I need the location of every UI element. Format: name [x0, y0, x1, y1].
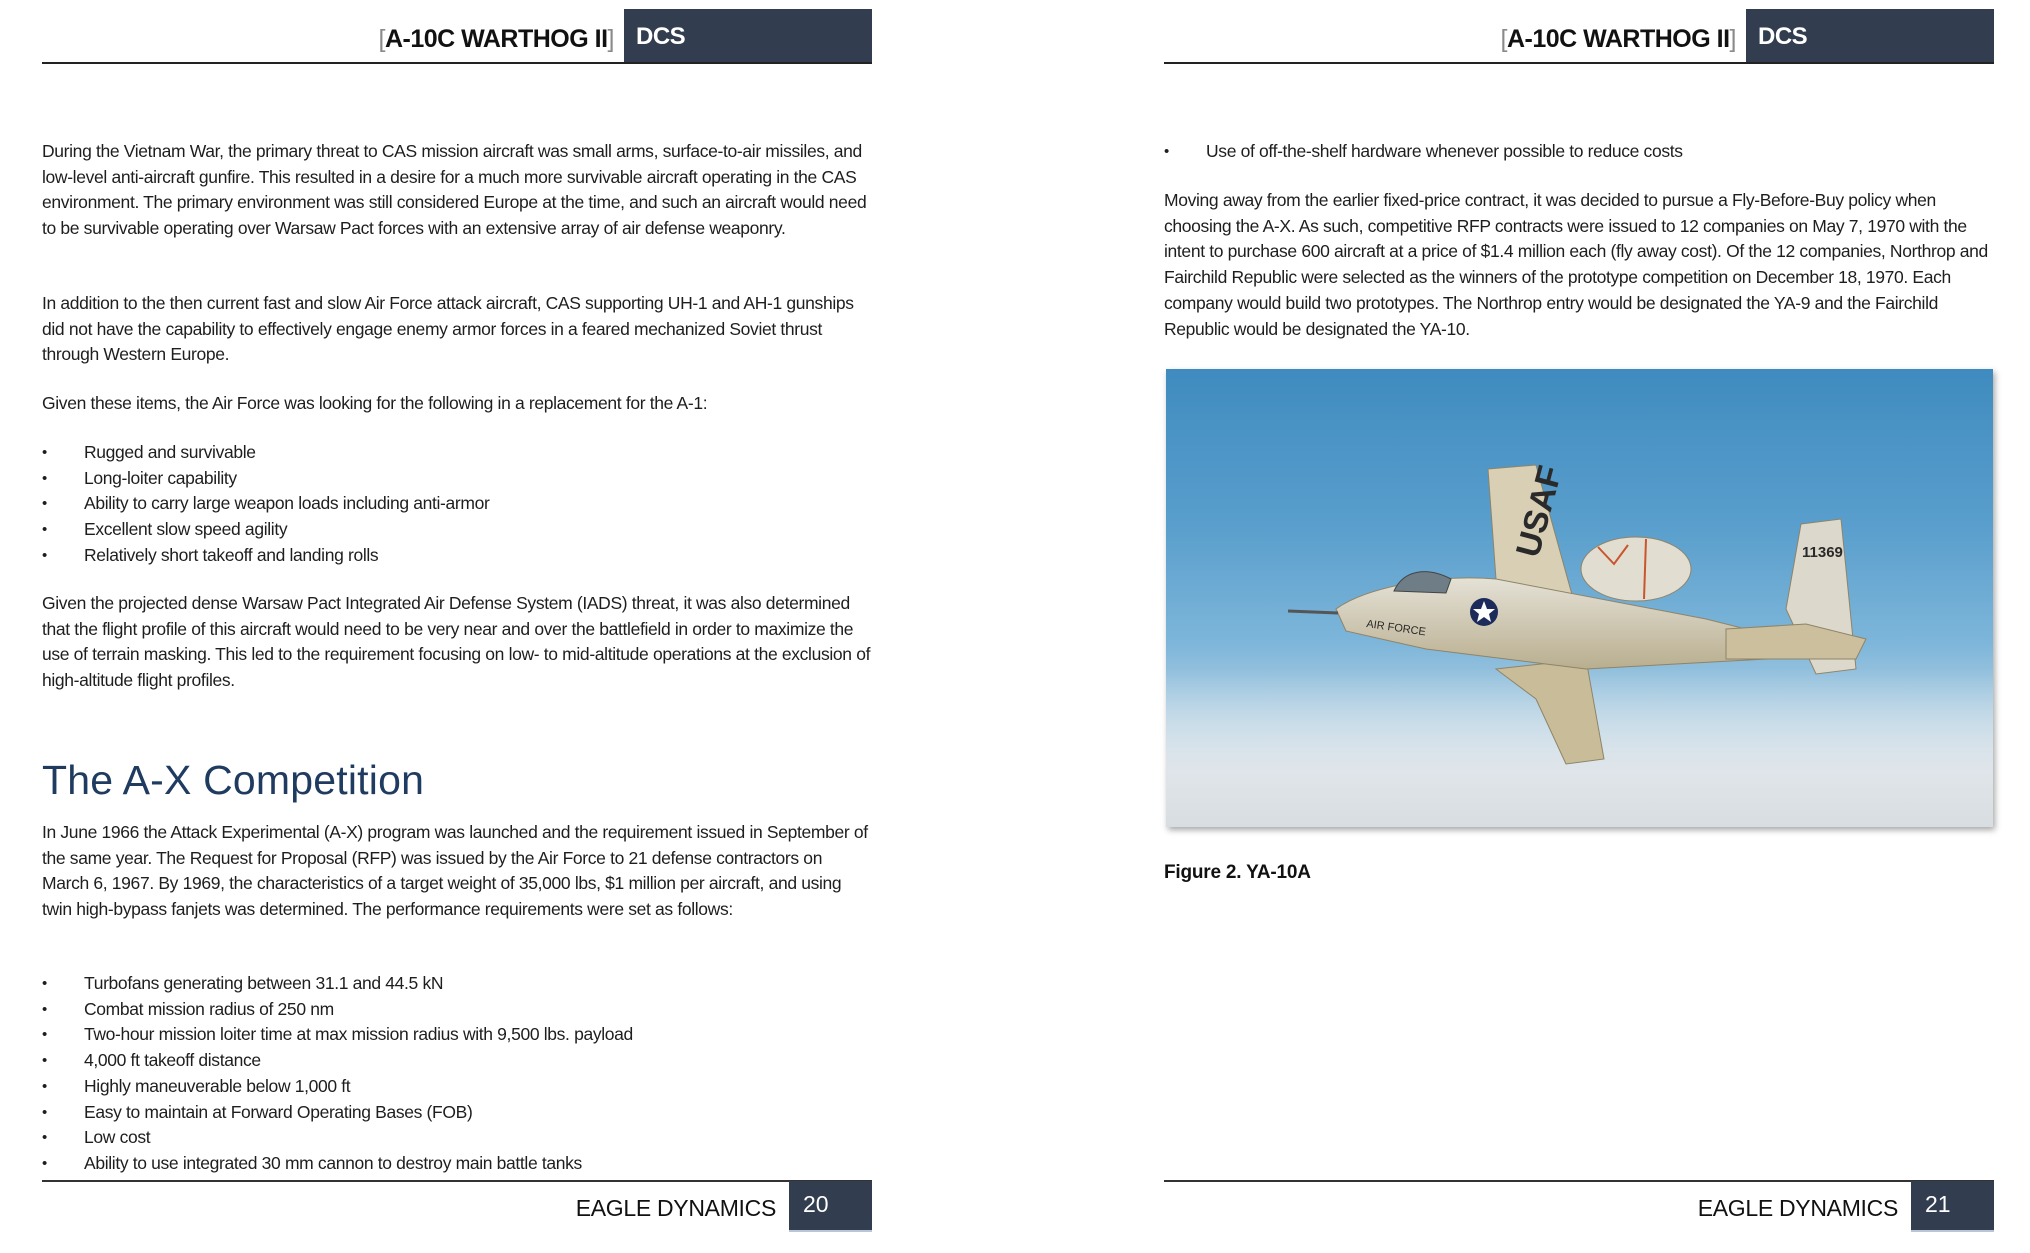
header-brand-box: [624, 9, 872, 63]
footer-publisher: EAGLE DYNAMICS: [1697, 1195, 1898, 1221]
header-title-text: A-10C WARTHOG II: [1506, 25, 1730, 53]
bullet-icon: •: [42, 1052, 47, 1070]
list-item-text: Use of off-the-shelf hardware whenever possible to reduce costs: [1206, 141, 1683, 161]
figure-ya10a-photo: [1166, 369, 1993, 827]
list-item-text: Ability to carry large weapon loads including anti-armor: [84, 493, 490, 514]
list-item: [42, 997, 633, 1023]
paragraph: [42, 291, 872, 368]
list-item-text: Relatively short takeoff and landing rolls: [84, 544, 379, 565]
paragraph: [1164, 188, 1994, 342]
footer-rule: [1164, 1180, 1994, 1182]
header-brand: DCS: [1758, 23, 1808, 50]
left-page: [42, 0, 872, 1253]
page-number-box: [789, 1181, 872, 1232]
header-title-text: A-10C WARTHOG II: [384, 25, 608, 53]
bullet-icon: •: [42, 469, 47, 487]
list-item-text: Long-loiter capability: [84, 467, 237, 488]
bullet-icon: •: [42, 975, 47, 992]
replacement-list: [42, 440, 489, 569]
list-item-text: Rugged and survivable: [84, 442, 256, 462]
paragraph-text: During the Vietnam War, the primary threat to CAS mission aircraft was small arms, surface-to-air missiles, and low-level anti-aircraft gunfire. This resulted in a desire for a much more survivable aircraft operating in the CAS environment. The primary environment was still considered Europe at the time, and such an aircraft would need to be survivable operating over Warsaw Pact forces with an extensive array of air defense weaponry.: [42, 141, 867, 239]
paragraph: [42, 391, 872, 417]
paragraph-text: Given these items, the Air Force was looking for the following in a replacement for the A-1:: [42, 393, 708, 413]
canopy: [1394, 572, 1451, 593]
list-item-text: Easy to maintain at Forward Operating Bases (FOB): [84, 1101, 473, 1122]
section-heading: The A-X Competition: [42, 757, 425, 803]
engine-nacelle: [1581, 537, 1691, 601]
list-item: [42, 1151, 633, 1177]
bullet-icon: •: [42, 1077, 47, 1095]
list-item: [42, 543, 489, 569]
list-item: [42, 1022, 633, 1048]
page-number: 20: [803, 1191, 829, 1217]
list-item-text: Combat mission radius of 250 nm: [84, 998, 334, 1019]
header-rule: [1164, 62, 1994, 64]
paragraph-text: In June 1966 the Attack Experimental (A-X) program was launched and the requirement issued in September of the same year. The Request for Proposal (RFP) was issued by the Air Force to 21 defense contractors on March 6, 1967. By 1969, the characteristics of a target weight of 35,000 lbs, $1 million per aircraft, and using twin high-bypass fanjets was determined. The performance requirements were set as follows:: [42, 822, 868, 920]
bullet-icon: •: [42, 495, 47, 513]
paragraph-text: In addition to the then current fast and slow Air Force attack aircraft, CAS supporting UH-1 and AH-1 gunships did not have the capability to effectively engage enemy armor forces in a feared mechanized Soviet thrust through Western Europe.: [42, 293, 854, 365]
list-item: [42, 1100, 633, 1126]
aircraft-image: [1166, 369, 1993, 827]
list-item: [42, 491, 489, 517]
bracket-open: [: [1500, 25, 1507, 53]
bullet-icon: •: [42, 444, 47, 461]
bullet-icon: •: [42, 546, 47, 564]
paragraph: [42, 591, 872, 694]
bullet-icon: •: [42, 1026, 47, 1044]
page-number-box: [1911, 1181, 1994, 1232]
right-page: [1164, 0, 1994, 1253]
page-number: 21: [1925, 1191, 1951, 1217]
list-item: [42, 1074, 633, 1100]
footer-publisher: EAGLE DYNAMICS: [575, 1195, 776, 1221]
paragraph-text: Given the projected dense Warsaw Pact Integrated Air Defense System (IADS) threat, it was also determined that the flight profile of this aircraft would need to be very near and over the battlefield in order to maximize the use of terrain masking. This led to the requirement focusing on low- to mid-altitude operations at the exclusion of high-altitude flight profiles.: [42, 593, 871, 691]
list-item: [42, 1048, 633, 1074]
paragraph: [42, 820, 872, 923]
header-brand: DCS: [636, 23, 686, 50]
bracket-close: ]: [607, 25, 614, 53]
list-item-text: Turbofans generating between 31.1 and 44.5 kN: [84, 973, 444, 993]
header-title: [1501, 14, 1736, 64]
list-item-text: 4,000 ft takeoff distance: [84, 1050, 261, 1071]
header-rule: [42, 62, 872, 64]
bracket-open: [: [378, 25, 385, 53]
list-item: [42, 1125, 633, 1151]
figure-caption: Figure 2. YA-10A: [1164, 862, 1311, 883]
footer-rule: [42, 1180, 872, 1182]
list-item: [42, 517, 489, 543]
tail-number: 11369: [1802, 544, 1843, 561]
list-item-text: Ability to use integrated 30 mm cannon to destroy main battle tanks: [84, 1152, 582, 1173]
bullet-icon: •: [1164, 143, 1169, 160]
bullet-icon: •: [42, 521, 47, 539]
bullet-icon: •: [42, 1129, 47, 1147]
bullet-icon: •: [42, 1154, 47, 1172]
list-item: [42, 440, 489, 466]
header-title: [379, 14, 614, 64]
list-item: [42, 466, 489, 492]
usaf-marking: USAF: [1509, 461, 1570, 562]
list-item-text: Excellent slow speed agility: [84, 519, 288, 540]
bullet-icon: •: [42, 1103, 47, 1121]
list-item-text: Low cost: [84, 1127, 151, 1148]
list-item-text: Two-hour mission loiter time at max mission radius with 9,500 lbs. payload: [84, 1024, 633, 1045]
air-force-marking: AIR FORCE: [1365, 618, 1427, 639]
header-brand-box: [1746, 9, 1994, 63]
bullet-icon: •: [42, 1000, 47, 1018]
cannon: [1288, 611, 1338, 613]
continued-list: [1164, 139, 1683, 165]
list-item-text: Highly maneuverable below 1,000 ft: [84, 1075, 351, 1096]
list-item: [42, 971, 633, 997]
paragraph-text: Moving away from the earlier fixed-price contract, it was decided to pursue a Fly-Before-Buy policy when choosing the A-X. As such, competitive RFP contracts were issued to 12 companies on May 7, 1970 with the intent to purchase 600 aircraft at a price of $1.4 million each (fly away cost). Of the 12 companies, Northrop and Fairchild Republic were selected as the winners of the prototype competition on December 18, 1970. Each company would build two prototypes. The Northrop entry would be designated the YA-9 and the Fairchild Republic would be designated the YA-10.: [1164, 190, 1988, 339]
paragraph: [42, 139, 872, 242]
list-item: [1164, 139, 1683, 165]
requirements-list: [42, 971, 633, 1177]
bracket-close: ]: [1729, 25, 1736, 53]
